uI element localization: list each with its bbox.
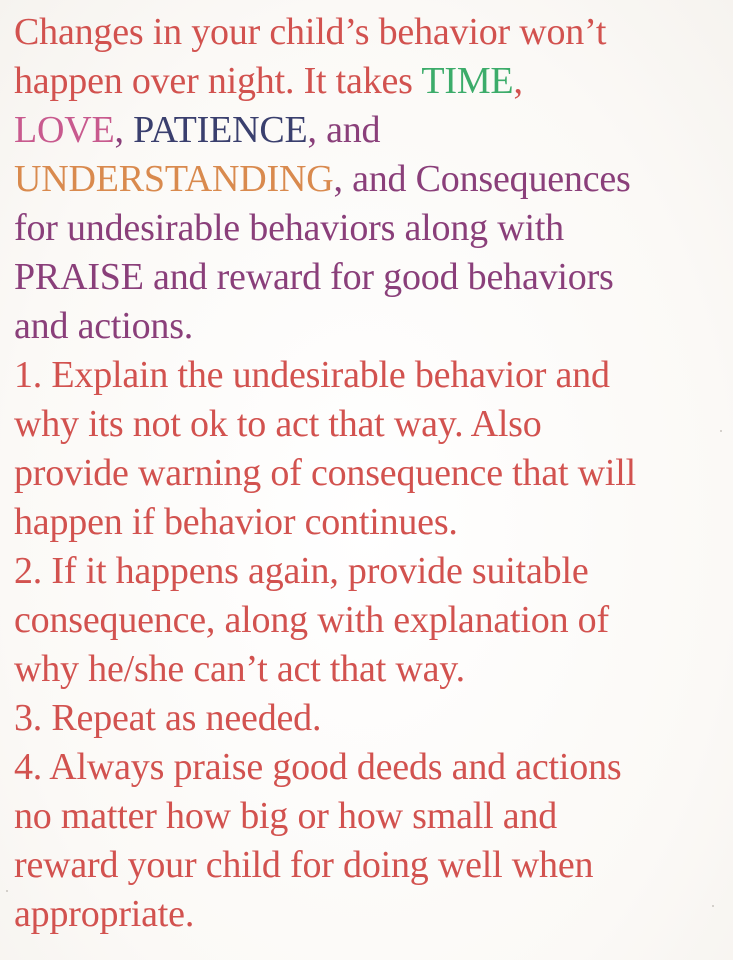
intro-line-2-comma: , bbox=[513, 60, 523, 102]
intro-line-4 bbox=[14, 155, 733, 204]
intro-line-3-end: , and bbox=[307, 109, 381, 151]
intro-line-7: and actions. bbox=[14, 305, 194, 347]
step-1-line: 1. Explain the undesirable behavior and bbox=[14, 354, 610, 396]
intro-line-1: Changes in your child’s behavior won’t bbox=[14, 11, 607, 53]
scan-speck bbox=[712, 905, 714, 907]
step-3-line: 3. Repeat as needed. bbox=[14, 697, 322, 739]
love-word: LOVE bbox=[14, 109, 115, 151]
intro-line-2-text: happen over night. It takes bbox=[14, 60, 422, 102]
intro-paragraph bbox=[14, 8, 733, 351]
intro-line-4-sep: , and bbox=[333, 158, 416, 200]
step-2-line: consequence, along with explanation of bbox=[14, 599, 609, 641]
step-1-line: happen if behavior continues. bbox=[14, 501, 458, 543]
step-2-line: why he/she can’t act that way. bbox=[14, 648, 465, 690]
time-word: TIME bbox=[421, 60, 514, 102]
intro-line-5: for undesirable behaviors along with bbox=[14, 207, 564, 249]
step-1-line: why its not ok to act that way. Also bbox=[14, 403, 542, 445]
intro-line-6: PRAISE and reward for good behaviors bbox=[14, 256, 614, 298]
step-4-line: 4. Always praise good deeds and actions bbox=[14, 746, 622, 788]
step-4-line: no matter how big or how small and bbox=[14, 795, 558, 837]
step-1-line: provide warning of consequence that will bbox=[14, 452, 636, 494]
step-2-line: 2. If it happens again, provide suitable bbox=[14, 550, 589, 592]
scan-speck bbox=[6, 890, 8, 892]
step-1 bbox=[14, 351, 733, 547]
step-2 bbox=[14, 547, 733, 694]
step-3 bbox=[14, 694, 733, 743]
step-4 bbox=[14, 743, 733, 939]
intro-line-3-sep: , bbox=[114, 109, 134, 151]
consequences-word: Consequences bbox=[415, 158, 631, 200]
step-4-line: appropriate. bbox=[14, 893, 195, 935]
intro-line-2 bbox=[14, 57, 733, 106]
scan-speck bbox=[720, 430, 722, 432]
intro-line-3 bbox=[14, 106, 733, 155]
step-4-line: reward your child for doing well when bbox=[14, 844, 594, 886]
understanding-word: UNDERSTANDING bbox=[14, 158, 334, 200]
patience-word: PATIENCE bbox=[133, 109, 308, 151]
